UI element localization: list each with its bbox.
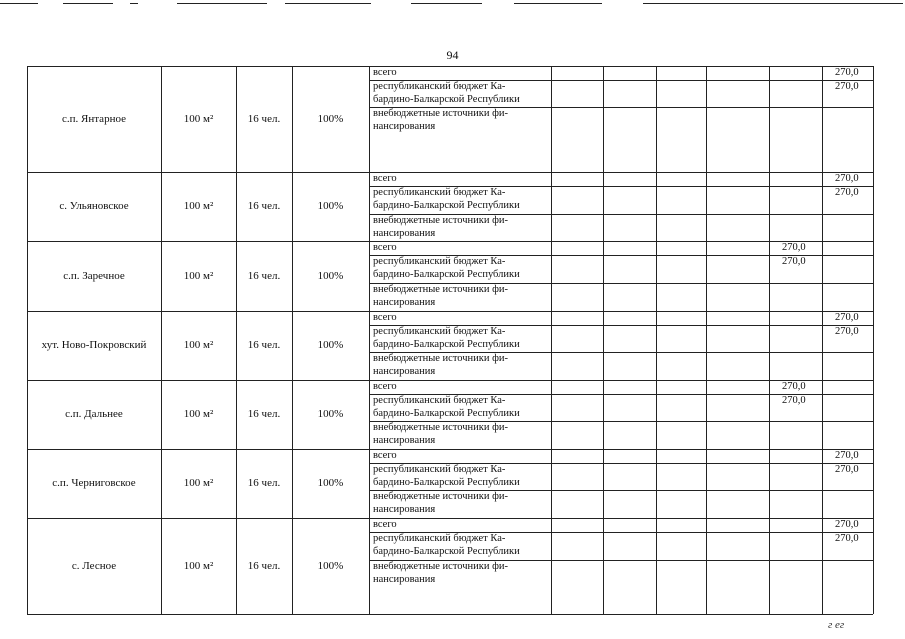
source-republic-label: бардино-Балкарской Республики (373, 94, 520, 105)
source-extra-label: нансирования (373, 574, 436, 585)
total-amount: 270,0 (835, 173, 859, 184)
settlement-name: хут. Ново-Покровский (41, 339, 147, 351)
source-republic-label: бардино-Балкарской Республики (373, 339, 520, 350)
percent-value: 100% (317, 112, 344, 125)
source-republic-label: бардино-Балкарской Республики (373, 408, 520, 419)
table-column-line (873, 66, 874, 614)
area-value: 100 м² (183, 200, 214, 212)
total-amount: 270,0 (835, 67, 859, 78)
source-extra-label: внебюджетные источники фи- (373, 108, 509, 119)
area-value: 100 м² (183, 477, 214, 489)
area-value: 100 м² (183, 112, 214, 125)
republic-amount: 270,0 (835, 533, 859, 544)
percent-value: 100% (317, 269, 344, 282)
republic-amount: 270,0 (835, 187, 859, 198)
people-value: 16 чел. (247, 200, 281, 212)
republic-amount: 270,0 (782, 256, 806, 267)
percent-value: 100% (317, 559, 344, 572)
people-value: 16 чел. (247, 477, 281, 489)
handwritten-marks: г ег (828, 619, 845, 631)
source-extra-label: нансирования (373, 228, 436, 239)
source-extra-label: нансирования (373, 435, 436, 446)
source-extra-label: нансирования (373, 297, 436, 308)
source-extra-label: внебюджетные источники фи- (373, 422, 509, 433)
source-total-label: всего (373, 519, 397, 530)
republic-amount: 270,0 (835, 326, 859, 337)
source-republic-label: республиканский бюджет Ка- (373, 256, 506, 267)
area-value: 100 м² (183, 269, 214, 282)
total-amount: 270,0 (835, 450, 859, 461)
settlement-name: с. Ульяновское (59, 200, 129, 212)
people-value: 16 чел. (247, 559, 281, 572)
source-total-label: всего (373, 381, 397, 392)
source-total-label: всего (373, 242, 397, 253)
settlement-name: с.п. Черниговское (52, 477, 136, 489)
source-republic-label: бардино-Балкарской Республики (373, 477, 520, 488)
total-amount: 270,0 (782, 381, 806, 392)
source-extra-label: внебюджетные источники фи- (373, 561, 509, 572)
source-republic-label: бардино-Балкарской Республики (373, 546, 520, 557)
settlement-name: с.п. Янтарное (62, 112, 126, 125)
source-republic-label: республиканский бюджет Ка- (373, 395, 506, 406)
people-value: 16 чел. (247, 112, 281, 125)
source-republic-label: бардино-Балкарской Республики (373, 200, 520, 211)
source-extra-label: внебюджетные источники фи- (373, 353, 509, 364)
people-value: 16 чел. (247, 339, 281, 351)
source-total-label: всего (373, 450, 397, 461)
area-value: 100 м² (183, 339, 214, 351)
area-value: 100 м² (183, 559, 214, 572)
source-extra-label: нансирования (373, 121, 436, 132)
people-value: 16 чел. (247, 408, 281, 420)
republic-amount: 270,0 (835, 81, 859, 92)
settlement-name: с.п. Дальнее (65, 408, 123, 420)
source-total-label: всего (373, 312, 397, 323)
source-extra-label: внебюджетные источники фи- (373, 491, 509, 502)
republic-amount: 270,0 (835, 464, 859, 475)
settlement-name: с. Лесное (71, 559, 117, 572)
area-value: 100 м² (183, 408, 214, 420)
source-total-label: всего (373, 67, 397, 78)
source-extra-label: внебюджетные источники фи- (373, 215, 509, 226)
percent-value: 100% (317, 408, 344, 420)
source-republic-label: республиканский бюджет Ка- (373, 187, 506, 198)
source-republic-label: республиканский бюджет Ка- (373, 533, 506, 544)
source-republic-label: бардино-Балкарской Республики (373, 269, 520, 280)
table-row-line (27, 614, 873, 615)
total-amount: 270,0 (835, 519, 859, 530)
source-republic-label: республиканский бюджет Ка- (373, 464, 506, 475)
total-amount: 270,0 (782, 242, 806, 253)
source-total-label: всего (373, 173, 397, 184)
percent-value: 100% (317, 339, 344, 351)
percent-value: 100% (317, 477, 344, 489)
republic-amount: 270,0 (782, 395, 806, 406)
source-extra-label: нансирования (373, 504, 436, 515)
source-republic-label: республиканский бюджет Ка- (373, 326, 506, 337)
source-republic-label: республиканский бюджет Ка- (373, 81, 506, 92)
settlement-name: с.п. Заречное (63, 269, 125, 282)
page-number: 94 (446, 48, 459, 62)
people-value: 16 чел. (247, 269, 281, 282)
source-extra-label: внебюджетные источники фи- (373, 284, 509, 295)
total-amount: 270,0 (835, 312, 859, 323)
percent-value: 100% (317, 200, 344, 212)
source-extra-label: нансирования (373, 366, 436, 377)
